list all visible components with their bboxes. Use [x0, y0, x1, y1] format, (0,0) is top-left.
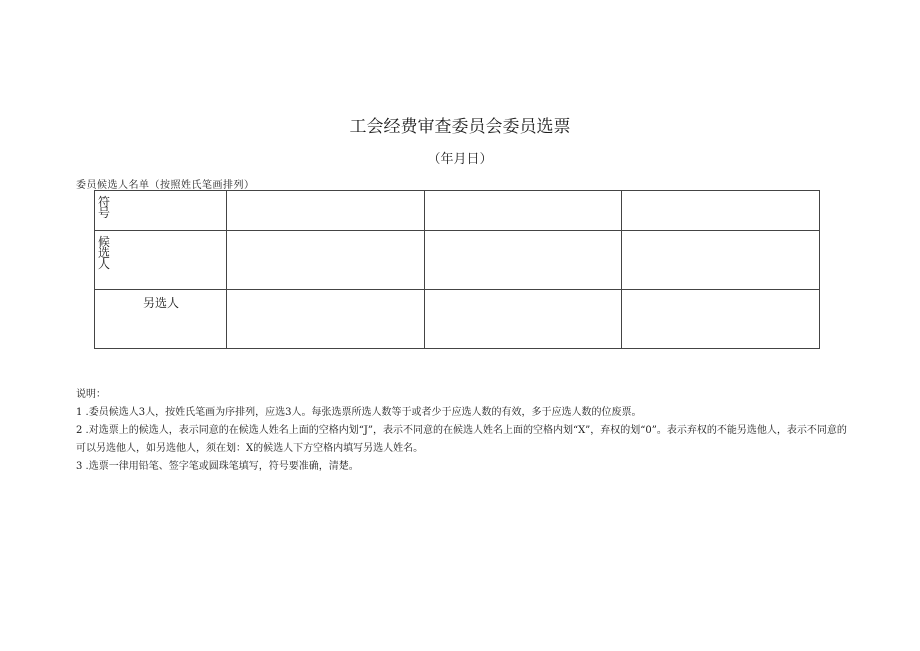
other-cell-3[interactable] [622, 290, 820, 349]
symbol-cell-3[interactable] [622, 191, 820, 231]
candidate-cell-2 [424, 231, 622, 290]
symbol-label-cell [95, 191, 227, 231]
candidate-label: 候选人 [98, 235, 111, 271]
instruction-item-1: 1 .委员候选人3人，按姓氏笔画为序排列，应选3人。每张选票所选人数等于或者少于应选人数的有效，多于应选人数的位废票。 [76, 407, 642, 418]
symbol-row [95, 191, 820, 231]
candidate-cell-3 [622, 231, 820, 290]
instruction-item-2: 2 .对选票上的候选人，表示同意的在候选人姓名上面的空格内划“J”，表示不同意的在候选人姓名上面的空格内划“X”，弃权的划“0”。表示弃权的不能另选他人，表示不同意的可以另选他人，如另选他人，须在划：X的候选人下方空格内填写另选人姓名。 [76, 425, 847, 454]
candidate-row [95, 231, 820, 290]
candidate-label-cell [95, 231, 227, 290]
other-candidate-label: 另选人 [143, 296, 180, 310]
other-cell-2[interactable] [424, 290, 622, 349]
other-label-cell [95, 290, 227, 349]
symbol-cell-2[interactable] [424, 191, 622, 231]
other-candidate-row [95, 290, 820, 349]
instructions [76, 386, 856, 476]
instructions-heading: 说明： [76, 389, 106, 400]
ballot-date: （年月日） [427, 152, 493, 167]
symbol-label: 符号 [98, 195, 111, 220]
symbol-cell-1[interactable] [227, 191, 425, 231]
ballot-table [94, 190, 820, 349]
candidate-cell-1 [227, 231, 425, 290]
candidate-list-caption: 委员候选人名单（按照姓氏笔画排列） [76, 180, 255, 191]
instruction-item-3: 3 .选票一律用铅笔、签字笔或圆珠笔填写，符号要准确，清楚。 [76, 461, 359, 472]
ballot-title: 工会经费审查委员会委员选票 [349, 117, 571, 137]
other-cell-1[interactable] [227, 290, 425, 349]
